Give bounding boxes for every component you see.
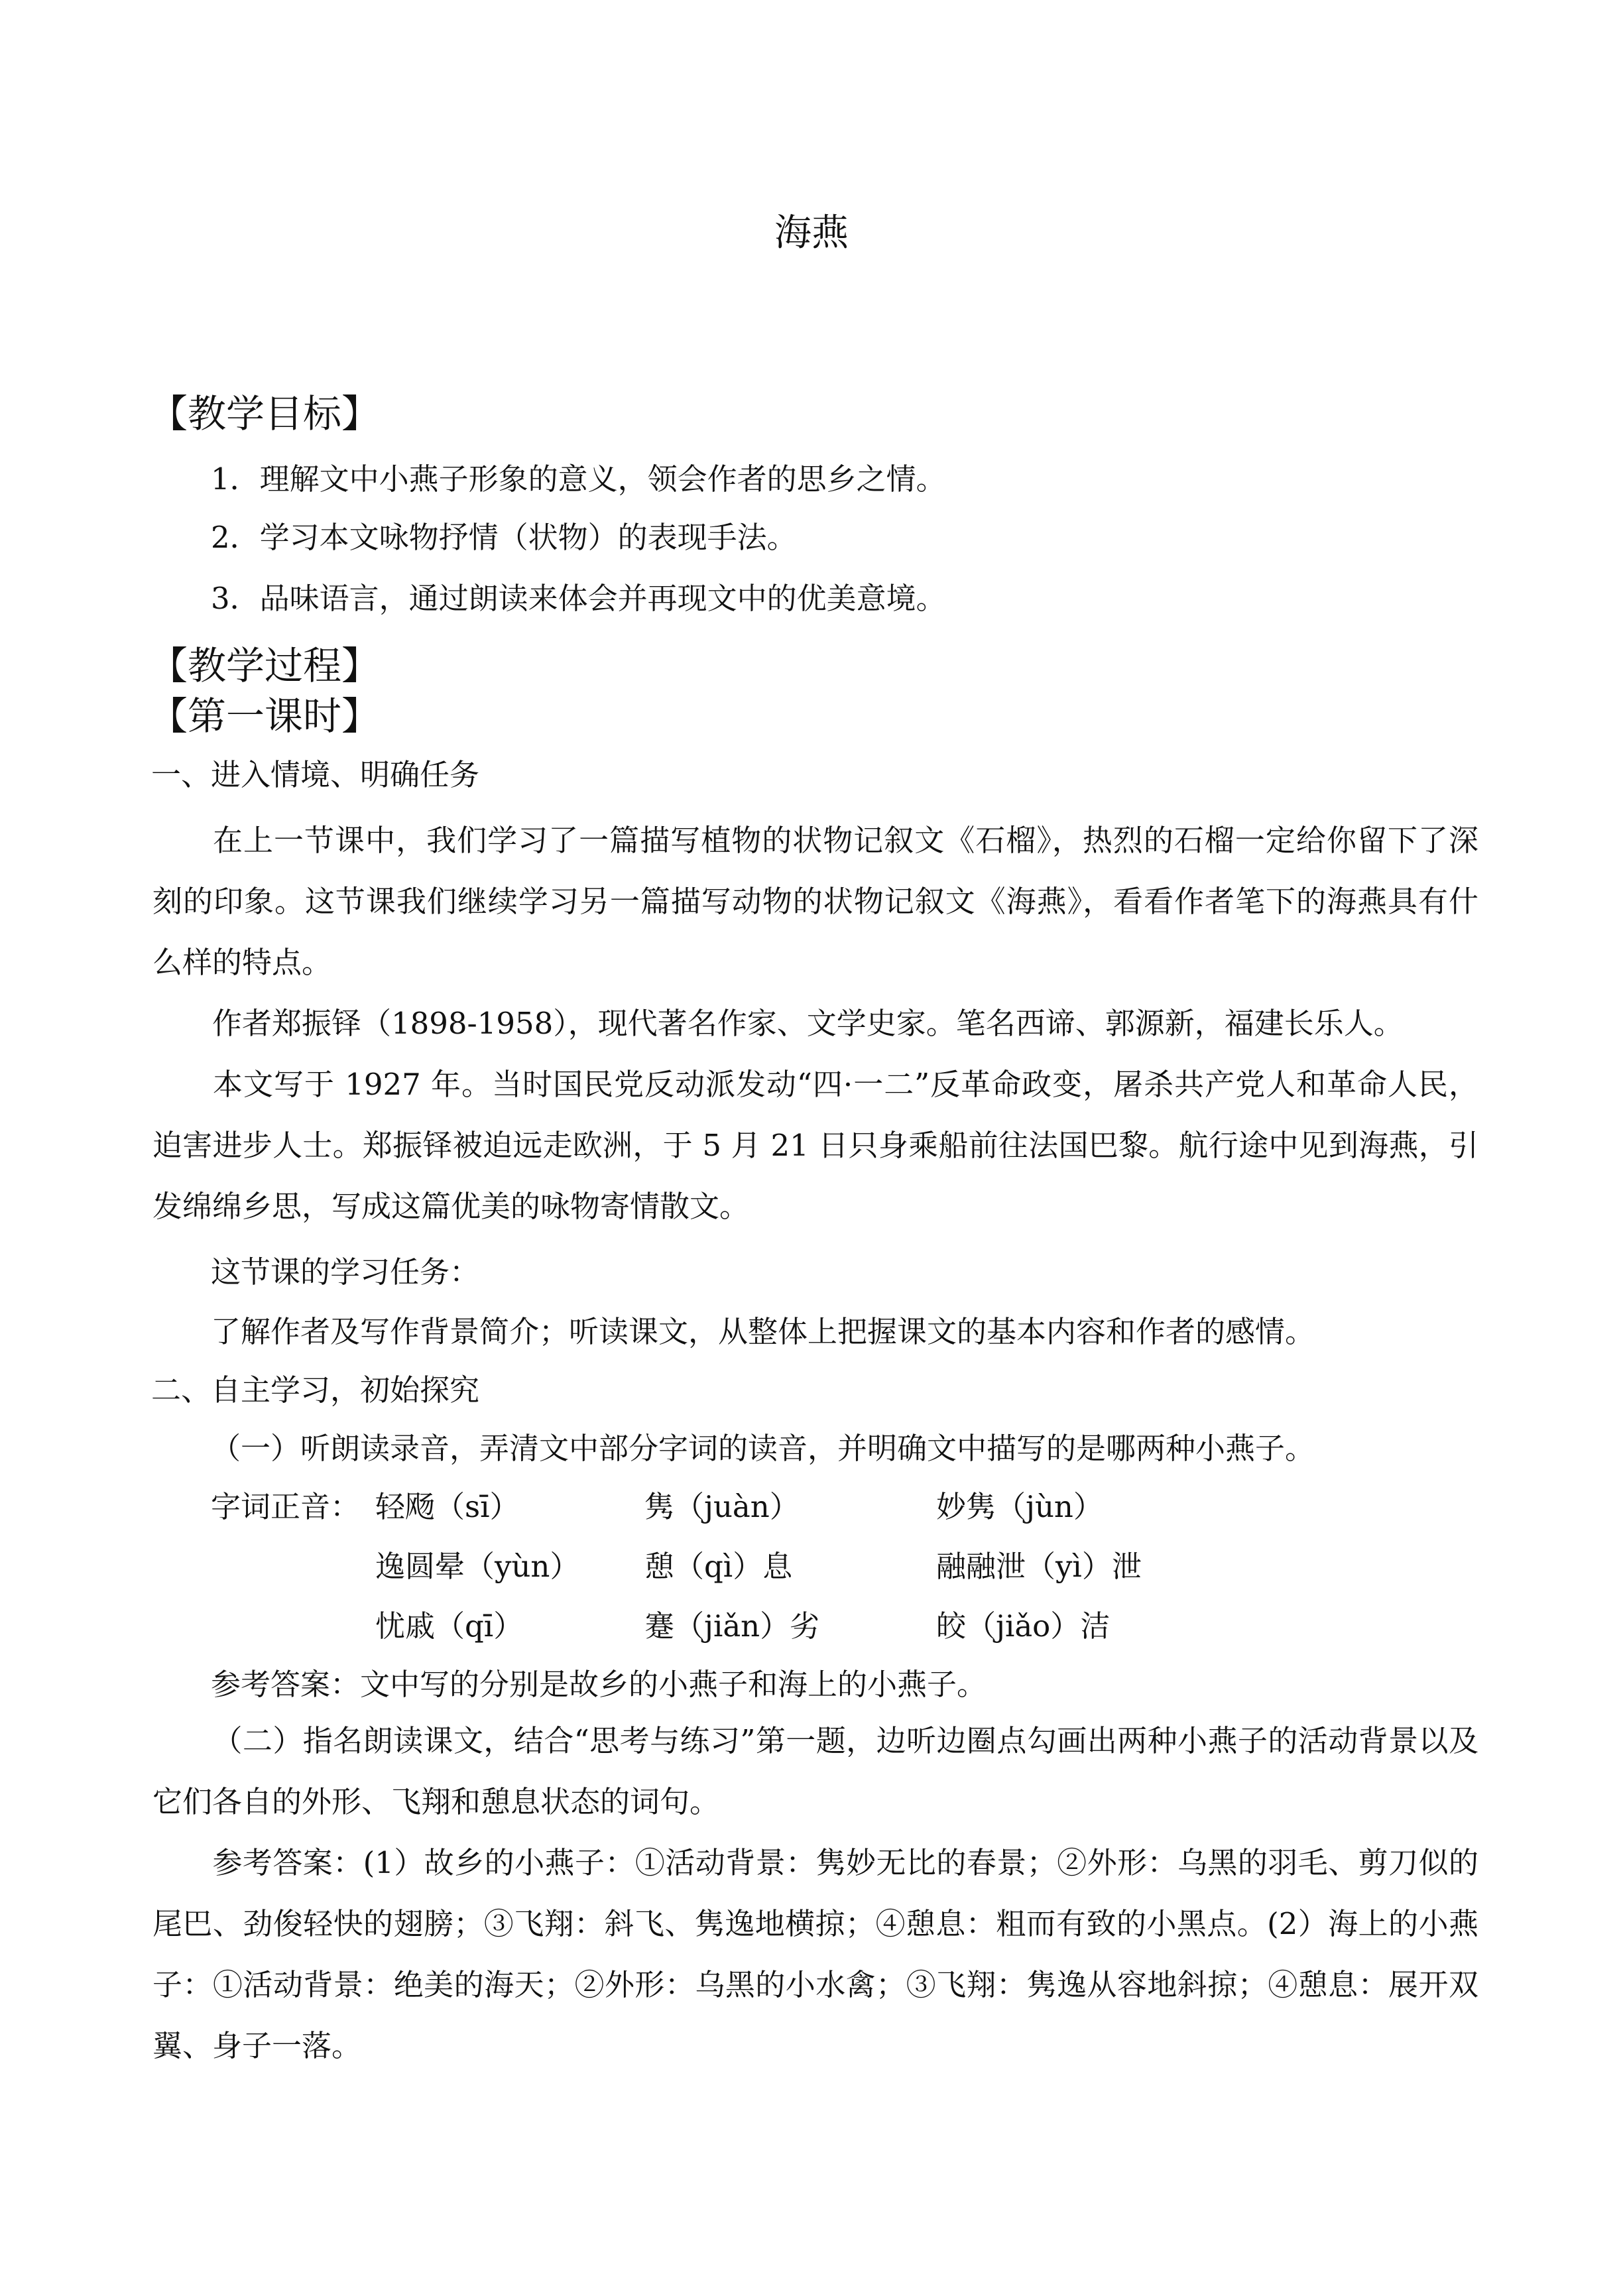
answer-1: 参考答案：文中写的分别是故乡的小燕子和海上的小燕子。 — [211, 1667, 987, 1702]
question-1: （一）听朗读录音，弄清文中部分字词的读音，并明确文中描写的是哪两种小燕子。 — [211, 1431, 1315, 1466]
vocab-item: 融融泄（yì）泄 — [936, 1549, 1142, 1584]
objectives-heading: 【教学目标】 — [149, 391, 381, 436]
author-paragraph — [152, 993, 1478, 1054]
background-paragraph — [152, 1054, 1478, 1237]
author-paragraph-text: 作者郑振铎（1898-1958），现代著名作家、文学史家。笔名西谛、郭源新，福建长乐人。 — [212, 1006, 1404, 1041]
answer-2-text: 参考答案：(1）故乡的小燕子：①活动背景：隽妙无比的春景；②外形：乌黑的羽毛、剪刀似的尾巴、劲俊轻快的翅膀；③飞翔：斜飞、隽逸地横掠；④憩息：粗而有致的小黑点。(2）海上的小燕子：①活动背景：绝美的海天；②外形：乌黑的小水禽；③飞翔：隽逸从容地斜掠；④憩息：展开双翼、身子一落。 — [152, 1845, 1478, 2063]
vocab-label: 字词正音： — [211, 1489, 361, 1524]
vocab-item: 隽（juàn） — [644, 1489, 800, 1524]
question-2 — [152, 1711, 1478, 1833]
task-label: 这节课的学习任务： — [211, 1254, 480, 1290]
vocab-item: 轻飏（sī） — [375, 1489, 520, 1524]
question-2-text: （二）指名朗读课文，结合“思考与练习”第一题，边听边圈点勾画出两种小燕子的活动背景以及它们各自的外形、飞翔和憩息状态的词句。 — [152, 1723, 1478, 1819]
objective-item-1: 1．理解文中小燕子形象的意义，领会作者的思乡之情。 — [211, 461, 946, 497]
section1-heading: 一、进入情境、明确任务 — [151, 757, 480, 792]
lesson1-heading: 【第一课时】 — [149, 694, 381, 739]
background-paragraph-text: 本文写于 1927 年。当时国民党反动派发动“四·一二”反革命政变，屠杀共产党人和革命人民，迫害进步人士。郑振铎被迫远走欧洲，于 5 月 21 日只身乘船前往法国巴黎。航行途中见到海燕，引发绵绵乡思，写成这篇优美的咏物寄情散文。 — [152, 1067, 1478, 1224]
intro-paragraph-text: 在上一节课中，我们学习了一篇描写植物的状物记叙文《石榴》，热烈的石榴一定给你留下了深刻的印象。这节课我们继续学习另一篇描写动物的状物记叙文《海燕》，看看作者笔下的海燕具有什么样的特点。 — [152, 823, 1478, 980]
document-title: 海燕 — [774, 211, 849, 255]
objective-item-3: 3．品味语言，通过朗读来体会并再现文中的优美意境。 — [211, 581, 946, 616]
section2-heading: 二、自主学习，初始探究 — [151, 1372, 480, 1408]
vocab-item: 忧戚（qī） — [375, 1608, 524, 1644]
vocab-item: 憩（qì）息 — [644, 1549, 793, 1584]
process-heading: 【教学过程】 — [149, 643, 381, 688]
intro-paragraph — [152, 810, 1478, 993]
vocab-item: 蹇（jiǎn）劣 — [644, 1608, 820, 1644]
vocab-item: 妙隽（jùn） — [936, 1489, 1103, 1524]
objective-item-2: 2．学习本文咏物抒情（状物）的表现手法。 — [211, 520, 797, 555]
task-text: 了解作者及写作背景简介；听读课文，从整体上把握课文的基本内容和作者的感情。 — [211, 1314, 1315, 1349]
answer-2 — [152, 1833, 1478, 2077]
vocab-item: 皎（jiǎo）洁 — [936, 1608, 1111, 1644]
vocab-item: 逸圆晕（yùn） — [375, 1549, 580, 1584]
